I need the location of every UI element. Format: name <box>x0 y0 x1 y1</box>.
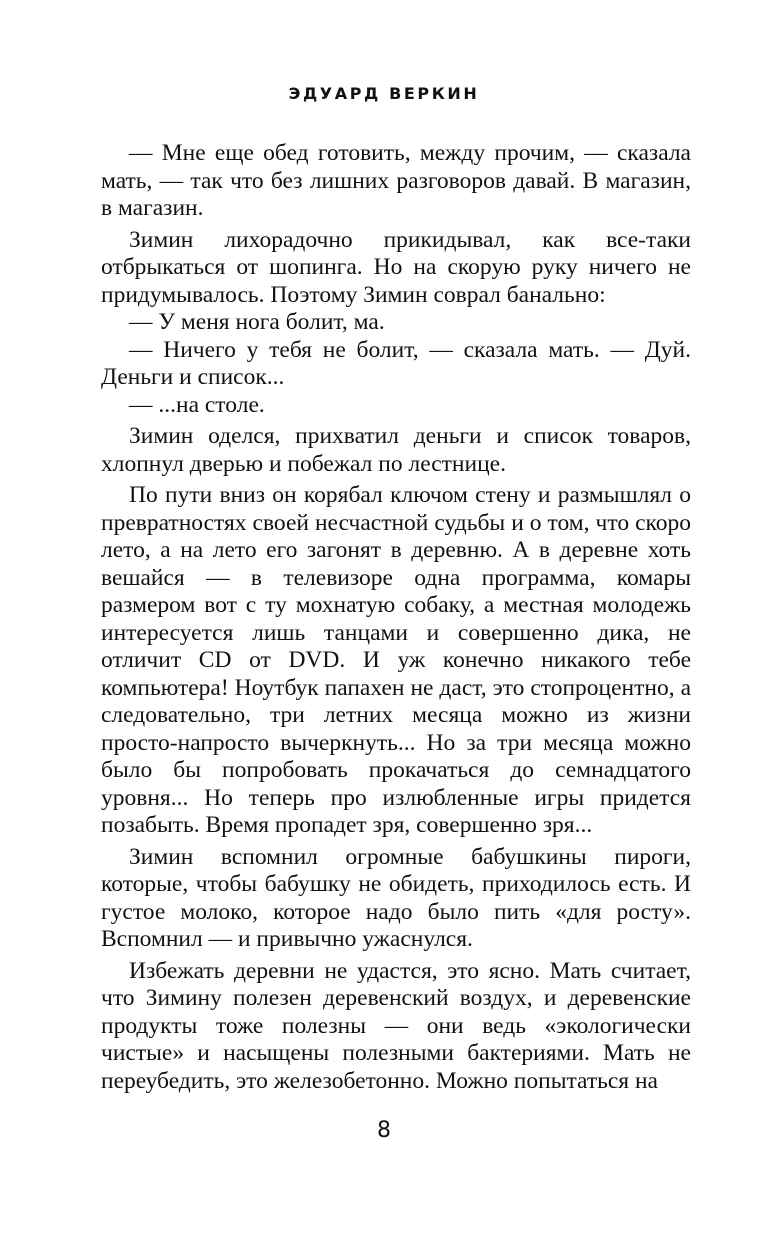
paragraph: — У меня нога болит, ма. <box>129 309 385 335</box>
page-number: 8 <box>377 1118 391 1143</box>
paragraph: Зимин вспомнил огромные бабушкины пироги, которые, чтобы бабушку не обидеть, приходилось есть. И густое молоко, которое надо было пить «для росту». Вспомнил — и привычно ужаснулся. <box>101 843 691 952</box>
paragraph: Зимин оделся, прихватил деньги и список товаров, хлопнул дверью и побежал по лестнице. <box>101 423 691 477</box>
paragraph: По пути вниз он корябал ключом стену и размышлял о превратностях своей несчастной судьбы и о том, что скоро лето, а на лето его загонят в деревню. А в деревне хоть вешайся — в телевизоре одна программа, комары размером вот с ту мохнатую собаку, а местная молодежь интересуется лишь танцами и совершенно дика, не отличит CD от DVD. И уж конечно никакого тебе компьютера! Ноутбук папахен не даст, это стопроцентно, а следовательно, три летних месяца можно из жизни просто-напросто вычеркнуть... Но за три месяца можно было бы попробовать прокачаться до семнадцатого уровня... Но теперь про излюбленные игры придется позабыть. Время пропадет зря, совершенно зря... <box>101 482 691 838</box>
paragraph: Зимин лихорадочно прикидывал, как все-таки отбрыкаться от шопинга. Но на скорую руку ничего не придумывалось. Поэтому Зимин соврал банально: <box>101 226 691 308</box>
paragraph: — ...на столе. <box>129 391 265 418</box>
running-head-author: ЭДУАРД ВЕРКИН <box>288 84 480 103</box>
paragraph: — Ничего у тебя не болит, — сказала мать. — Дуй. Деньги и список... <box>101 336 691 390</box>
paragraph: Избежать деревни не удастся, это ясно. Мать считает, что Зимину полезен деревенский воздух, и деревенские продукты тоже полезны — они ведь «экологически чистые» и насыщены полезными бактериями. Мать не переубедить, это железобетонно. Можно попытаться на <box>101 957 691 1094</box>
paragraph: — Мне еще обед готовить, между прочим, — сказала мать, — так что без лишних разговоров давай. В магазин, в магазин. <box>101 140 691 221</box>
body-text <box>101 140 691 1095</box>
